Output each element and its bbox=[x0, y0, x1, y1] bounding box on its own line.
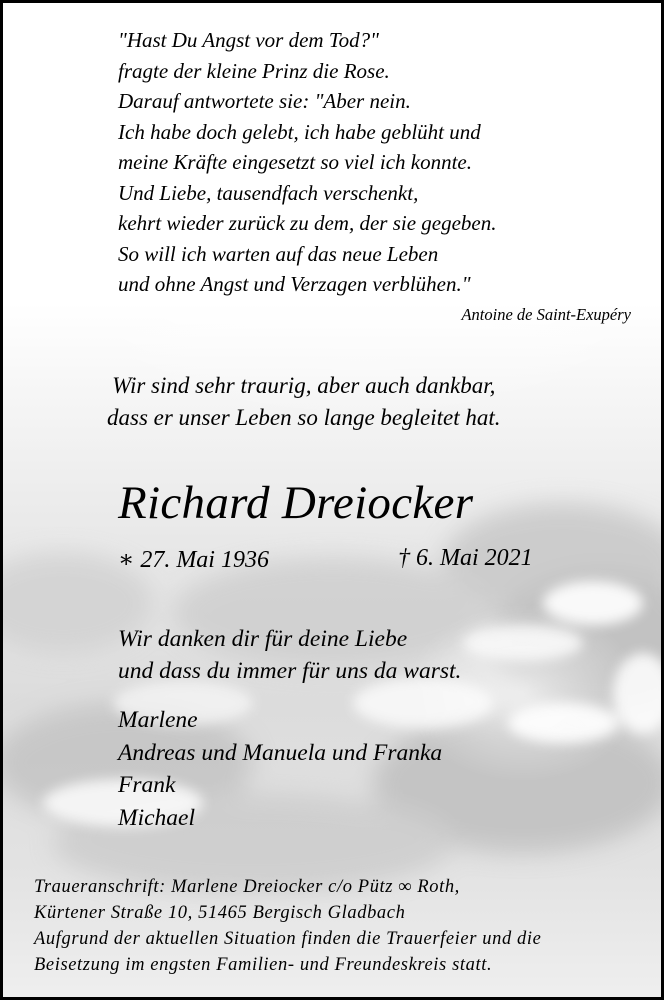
poem-line: So will ich warten auf das neue Leben bbox=[118, 241, 439, 266]
address-line: Aufgrund der aktuellen Situation finden die Trauerfeier und die bbox=[34, 929, 542, 949]
statement-line: Wir sind sehr traurig, aber auch dankbar, bbox=[112, 373, 496, 398]
poem-line: meine Kräfte eingesetzt so viel ich konnte. bbox=[118, 150, 472, 174]
poem-line: Darauf antwortete sie: "Aber nein. bbox=[118, 89, 411, 113]
mourning-statement bbox=[107, 370, 501, 434]
thanks-message bbox=[118, 623, 461, 687]
poem-quote bbox=[118, 25, 496, 300]
address-line: Kürtener Straße 10, 51465 Bergisch Gladbach bbox=[34, 903, 406, 923]
address-line: Traueranschrift: Marlene Dreiocker c/o Pütz ∞ Roth, bbox=[34, 877, 460, 897]
family-member: Marlene bbox=[118, 707, 198, 733]
family-member: Michael bbox=[118, 804, 195, 831]
poem-line: Und Liebe, tausendfach verschenkt, bbox=[118, 180, 419, 205]
address-line: Beisetzung im engsten Familien- und Freundeskreis statt. bbox=[34, 955, 493, 975]
family-member: Andreas und Manuela und Franka bbox=[118, 739, 443, 766]
family-members bbox=[118, 704, 442, 834]
poem-line: und ohne Angst und Verzagen verblühen." bbox=[118, 272, 471, 296]
deceased-name: Richard Dreiocker bbox=[118, 477, 474, 529]
thanks-line: und dass du immer für uns da warst. bbox=[118, 658, 462, 684]
poem-line: kehrt wieder zurück zu dem, der sie gegeben. bbox=[118, 211, 497, 235]
thanks-line: Wir danken dir für deine Liebe bbox=[118, 626, 408, 652]
poem-line: Ich habe doch gelebt, ich habe geblüht und bbox=[118, 119, 481, 144]
poem-line: fragte der kleine Prinz die Rose. bbox=[118, 58, 390, 83]
poem-line: "Hast Du Angst vor dem Tod?" bbox=[118, 28, 379, 52]
family-member: Frank bbox=[118, 772, 176, 798]
birth-date: ∗ 27. Mai 1936 bbox=[118, 547, 269, 573]
poem-author: Antoine de Saint-Exupéry bbox=[461, 305, 631, 324]
statement-line: dass er unser Leben so lange begleitet hat. bbox=[107, 405, 501, 430]
death-date: † 6. Mai 2021 bbox=[398, 545, 533, 571]
mourning-address bbox=[34, 874, 541, 978]
